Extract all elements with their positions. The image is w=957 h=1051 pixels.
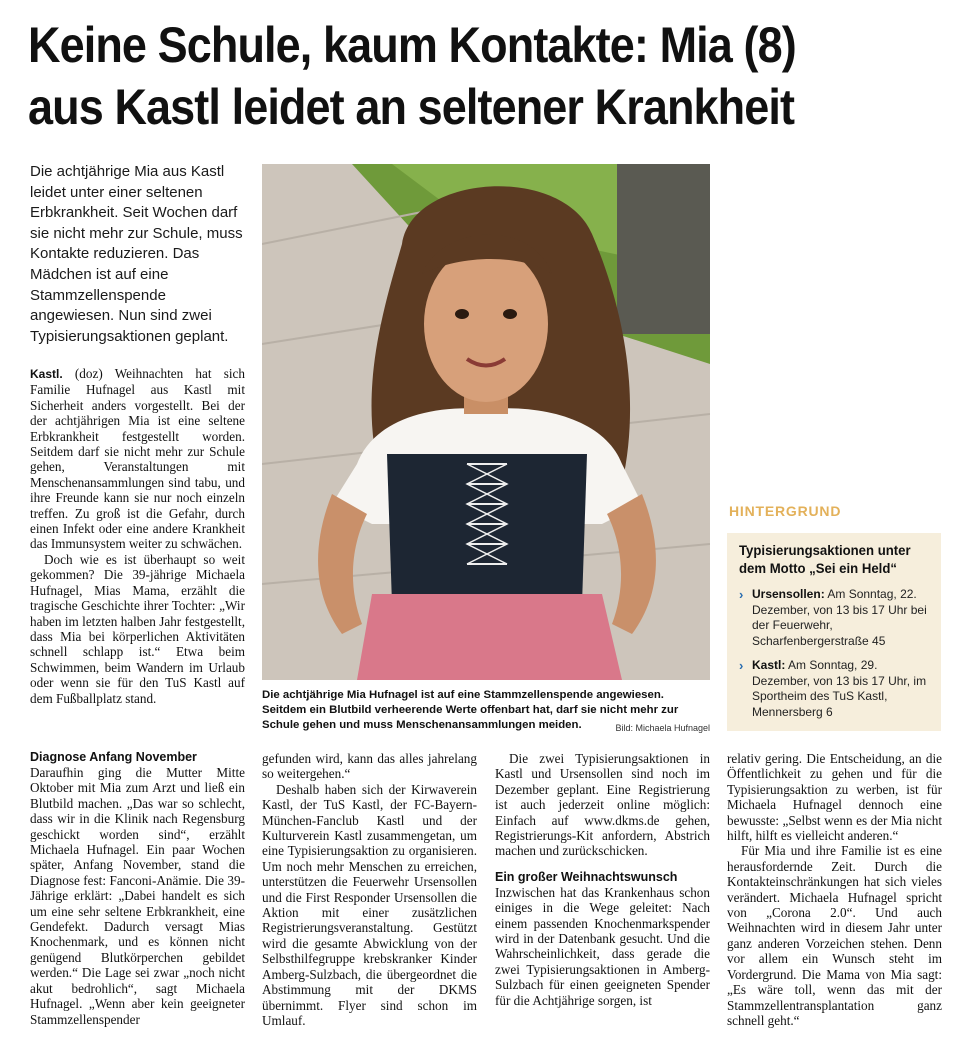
girl-portrait-illustration <box>262 164 710 680</box>
photo-credit: Bild: Michaela Hufnagel <box>615 723 710 733</box>
article-column-1 <box>30 366 245 706</box>
subhead-weihnachtswunsch: Ein großer Weihnachtswunsch <box>495 869 678 884</box>
info-box-title: Typisierungsaktionen unter dem Motto „Sei ein Held“ <box>739 542 911 576</box>
article-paragraph-3-part-1: Daraufhin ging die Mutter Mitte Oktober mit Mia zum Arzt und ließ ein Blutbild machen. „Das war so schlecht, dass wir in die Klinik nach Regensburg geschickt worden sind“, erzählt Michaela Hufnagel. Ein paar Wochen später, Anfang November, stand die Diagnose fest: Fanconi-Anämie. Die 39-Jährige erklärt: „Dabei handelt es sich um eine sehr seltene Erbkrankheit, eine Gendefekt. Dadurch versagt Mias Knochenmark, und es können nicht genügend Blutkörperchen gebildet werden.“ Die Lage sei zwar „noch nicht akut bedrohlich“, sagt Michaela Hufnagel. „Wenn aber kein geeigneter Stammzellenspender <box>30 765 245 1027</box>
subhead-diagnose: Diagnose Anfang November <box>30 750 197 764</box>
info-item-details: Am Sonntag, 29. Dezember, von 13 bis 17 Uhr, im Sportheim des TuS Kastl, Mennersberg 6 <box>752 658 927 719</box>
photo-caption <box>262 688 710 736</box>
chevron-right-icon: › <box>739 587 744 602</box>
info-box <box>727 533 941 731</box>
info-item-place: Kastl: <box>752 658 786 672</box>
paragraph-1-text: (doz) Weihnachten hat sich Familie Hufnagel aus Kastl mit Sicherheit anders vorgestellt. Bei der der achtjährigen Mia ist eine seltene Erbkrankheit festgestellt worden. Seitdem darf sie nicht mehr zur Schule gehen, Veranstaltungen mit Menschenansammlungen sind tabu, und ihre Freunde kann sie nur noch einzeln treffen. Zu groß ist die Gefahr, durch einen Infekt oder eine andere Krankheit das Immunsystem weiter zu schwächen. <box>30 366 245 552</box>
photo-mia <box>262 164 710 680</box>
article-paragraph-3-part-2: gefunden wird, kann das alles jahrelang so weitergehen.“ <box>262 751 477 782</box>
info-item-kastl <box>739 658 931 720</box>
lead-paragraph: Die achtjährige Mia aus Kastl leidet unter einer seltenen Erbkrankheit. Seit Wochen darf sie nicht mehr zur Schule, muss Kontakte reduzieren. Das Mädchen ist auf eine Stammzellenspende angewiesen. Nun sind zwei Typisierungsaktionen geplant. <box>30 163 243 345</box>
sidebar-label: HINTERGRUND <box>729 503 842 519</box>
article-column-2 <box>262 751 477 1028</box>
article-paragraph-1 <box>30 366 245 552</box>
caption-text: Die achtjährige Mia Hufnagel ist auf eine Stammzellenspende angewiesen. Seitdem ein Blutbild verheerende Werte offenbart hat, darf sie nicht mehr zur Schule gehen und muss Menschenansammlungen meiden. <box>262 689 679 731</box>
headline-line-2: aus Kastl leidet an seltener Krankheit <box>28 79 795 135</box>
article-paragraph-6-part-1: Inzwischen hat das Krankenhaus schon einiges in die Wege geleitet: Nach einem passenden Knochenmarkspender wird in der Datenbank gesucht. Und die Wahrscheinlichkeit, dass gerade die zwei Typisierungsaktionen in Amberg-Sulzbach für einen geeigneten Spender für die Achtjährige sorgen, ist <box>495 884 710 1008</box>
chevron-right-icon: › <box>739 658 744 673</box>
headline-line-1: Keine Schule, kaum Kontakte: Mia (8) <box>28 17 796 73</box>
info-item-ursensollen <box>739 587 931 649</box>
article-column-1-bottom <box>30 749 245 1027</box>
article-column-4 <box>727 751 942 1028</box>
info-item-place: Ursensollen: <box>752 587 825 601</box>
article-paragraph-4: Deshalb haben sich der Kirwaverein Kastl, der TuS Kastl, der FC-Bayern-München-Fanclub Kastl und der Kulturverein Kastl zusammengetan, um eine Typisierungsaktion zu organisieren. Um noch mehr Menschen zu erreichen, unterstützen die Feuerwehr Ursensollen und die First Responder Ursensollen die Aktion mit einer zusätzlichen Registrierungsveranstaltung. Gestützt wird die gesamte Abwicklung von der Selbsthilfegruppe krebskranker Kinder Amberg-Sulzbach, die übergeordnet die Abstimmung mit der DKMS übernimmt. Flyer sind schon im Umlauf. <box>262 781 477 1028</box>
article-column-3 <box>495 751 710 1008</box>
dateline: Kastl. <box>30 367 63 381</box>
info-item-text <box>752 587 931 649</box>
info-item-details: Am Sonntag, 22. Dezember, von 13 bis 17 Uhr bei der Feuerwehr, Scharfenbergerstraße 45 <box>752 587 927 648</box>
article-paragraph-5: Die zwei Typisierungsaktionen in Kastl und Ursensollen sind noch im Dezember geplant. Eine Registrierung ist auch jederzeit online möglich: Einfach auf www.dkms.de gehen, Registrierungs-Kit anfordern, Abstrich machen und zurückschicken. <box>495 751 710 859</box>
info-item-text <box>752 658 931 720</box>
article-paragraph-6-part-2: relativ gering. Die Entscheidung, an die Öffentlichkeit zu gehen und für die Typisierungsaktion zu werben, ist für Michaela Hufnagel dennoch eine bewusste: „Selbst wenn es der Mia nicht hilft, hilft es vielleicht anderen.“ <box>727 751 942 844</box>
article-paragraph-7: Für Mia und ihre Familie ist es eine herausfordernde Zeit. Durch die Kontakteinschränkungen hat sich vieles verändert. Michaela Hufnagel spricht von „Corona 2.0“. Und auch Weihnachten wird in diesem Jahr unter ganz anderen Vorzeichen stehen. Denn vor allem ein Wunsch steht im Vordergrund. Die Mama von Mia sagt: „Es wäre toll, wenn das mit der Stammzellentransplantation ganz schnell geht.“ <box>727 843 942 1028</box>
article-paragraph-2: Doch wie es ist überhaupt so weit gekommen? Die 39-jährige Michaela Hufnagel, Mias Mama, erzählt die tragische Geschichte ihrer Tochter: „Wir haben im letzten halben Jahr festgestellt, dass Mia bei körperlichen Aktivitäten schnell schlapp ist.“ Etwa beim Schwimmen, beim Wandern im Urlaub oder wenn sie für den TuS Kastl auf dem Fußballplatz stand. <box>30 551 245 706</box>
headline <box>28 14 847 138</box>
